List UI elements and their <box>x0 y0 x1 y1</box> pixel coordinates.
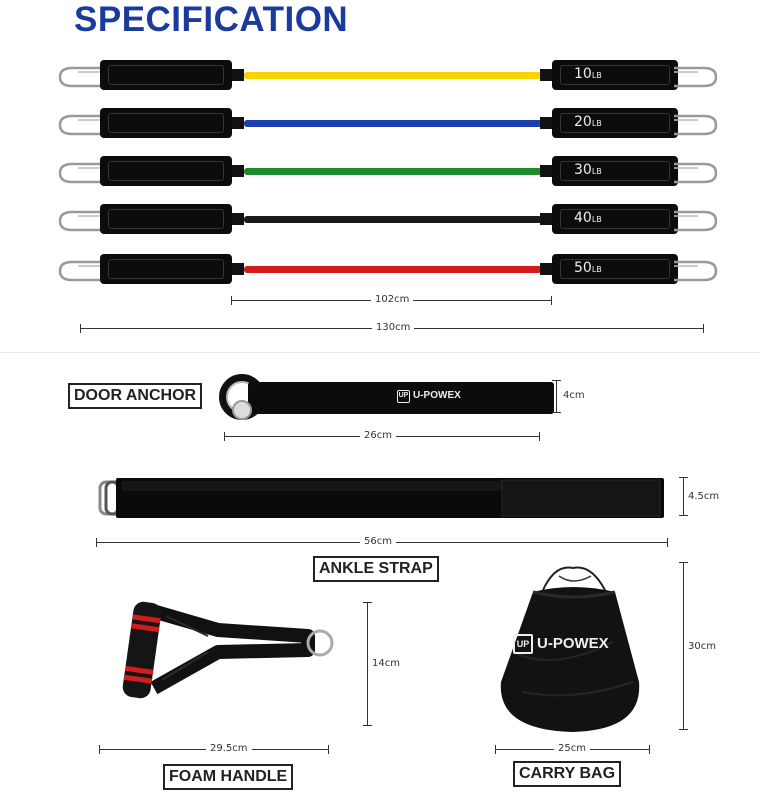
tube-length-label: 102cm <box>371 294 413 305</box>
band-weight-value: 20 <box>574 114 592 130</box>
band-tube <box>244 266 542 273</box>
band-handle-right <box>552 204 678 234</box>
band-tube <box>244 120 542 127</box>
band-handle-right <box>552 60 678 90</box>
foam-handle-image <box>108 592 348 704</box>
anchor-width-line <box>556 380 557 413</box>
dim-tick <box>551 296 552 305</box>
band-handle-left <box>100 254 232 284</box>
dim-tick <box>679 477 688 478</box>
dim-tick <box>363 602 372 603</box>
anchor-width-label: 4cm <box>559 390 589 401</box>
band-tube <box>244 72 542 79</box>
band-handle-left <box>100 60 232 90</box>
bag-width-label: 25cm <box>554 743 590 754</box>
dim-tick <box>231 296 232 305</box>
anchor-length-label: 26cm <box>360 430 396 441</box>
band-handle-right <box>552 156 678 186</box>
anchor-brand-text: U-POWEX <box>413 390 461 401</box>
band-weight-unit: LB <box>591 265 602 274</box>
door-anchor-label: DOOR ANCHOR <box>68 383 202 409</box>
band-weight-label <box>574 210 602 226</box>
dim-tick <box>552 412 561 413</box>
dim-tick <box>679 729 688 730</box>
ankle-width-label: 4.5cm <box>684 491 723 502</box>
band-weight-value: 30 <box>574 162 592 178</box>
tube-cap <box>540 117 552 129</box>
tube-cap <box>540 165 552 177</box>
carabiner-icon <box>670 158 720 188</box>
carabiner-icon <box>670 110 720 140</box>
dim-tick <box>328 745 329 754</box>
tube-cap <box>232 117 244 129</box>
band-weight-label <box>574 260 602 276</box>
carry-bag-label: CARRY BAG <box>513 761 621 787</box>
dim-tick <box>552 380 561 381</box>
tube-cap <box>540 213 552 225</box>
band-weight-value: 40 <box>574 210 592 226</box>
dim-tick <box>96 538 97 547</box>
dim-tick <box>679 562 688 563</box>
tube-cap <box>232 263 244 275</box>
tube-cap <box>540 69 552 81</box>
dim-tick <box>703 324 704 333</box>
dim-tick <box>80 324 81 333</box>
band-handle-right <box>552 108 678 138</box>
tube-cap <box>540 263 552 275</box>
band-tube <box>244 168 542 175</box>
band-weight-unit: LB <box>591 71 602 80</box>
band-handle-right <box>552 254 678 284</box>
dim-tick <box>667 538 668 547</box>
tube-cap <box>232 165 244 177</box>
dim-tick <box>495 745 496 754</box>
band-weight-unit: LB <box>591 167 602 176</box>
band-row <box>0 60 760 92</box>
dim-tick <box>649 745 650 754</box>
band-handle-left <box>100 204 232 234</box>
handle-length-label: 29.5cm <box>206 743 252 754</box>
band-row <box>0 254 760 286</box>
foam-handle-label: FOAM HANDLE <box>163 764 293 790</box>
band-weight-value: 50 <box>574 260 592 276</box>
door-anchor-image <box>218 372 558 424</box>
band-row <box>0 108 760 140</box>
band-row <box>0 204 760 236</box>
ankle-length-label: 56cm <box>360 536 396 547</box>
band-handle-left <box>100 108 232 138</box>
bag-height-label: 30cm <box>684 641 720 652</box>
band-weight-unit: LB <box>591 119 602 128</box>
band-weight-label <box>574 66 602 82</box>
dim-tick <box>539 432 540 441</box>
ankle-strap-image <box>96 474 668 522</box>
page-title: SPECIFICATION <box>74 0 349 39</box>
dim-tick <box>363 725 372 726</box>
tube-cap <box>232 213 244 225</box>
dim-tick <box>99 745 100 754</box>
dim-tick <box>679 515 688 516</box>
brand-logo-icon: UP <box>397 390 410 403</box>
section-divider <box>0 352 760 353</box>
ankle-strap-label: ANKLE STRAP <box>313 556 439 582</box>
band-weight-label <box>574 114 602 130</box>
carabiner-icon <box>670 206 720 236</box>
total-length-label: 130cm <box>372 322 414 333</box>
band-weight-label <box>574 162 602 178</box>
band-tube <box>244 216 542 223</box>
carabiner-icon <box>670 62 720 92</box>
band-handle-left <box>100 156 232 186</box>
bag-logo-icon: UP <box>513 634 533 654</box>
band-row <box>0 156 760 188</box>
handle-height-label: 14cm <box>368 658 404 669</box>
carabiner-icon <box>670 256 720 286</box>
tube-cap <box>232 69 244 81</box>
band-weight-unit: LB <box>591 215 602 224</box>
band-weight-value: 10 <box>574 66 592 82</box>
dim-tick <box>224 432 225 441</box>
bag-brand-text: U-POWEX <box>537 635 609 652</box>
